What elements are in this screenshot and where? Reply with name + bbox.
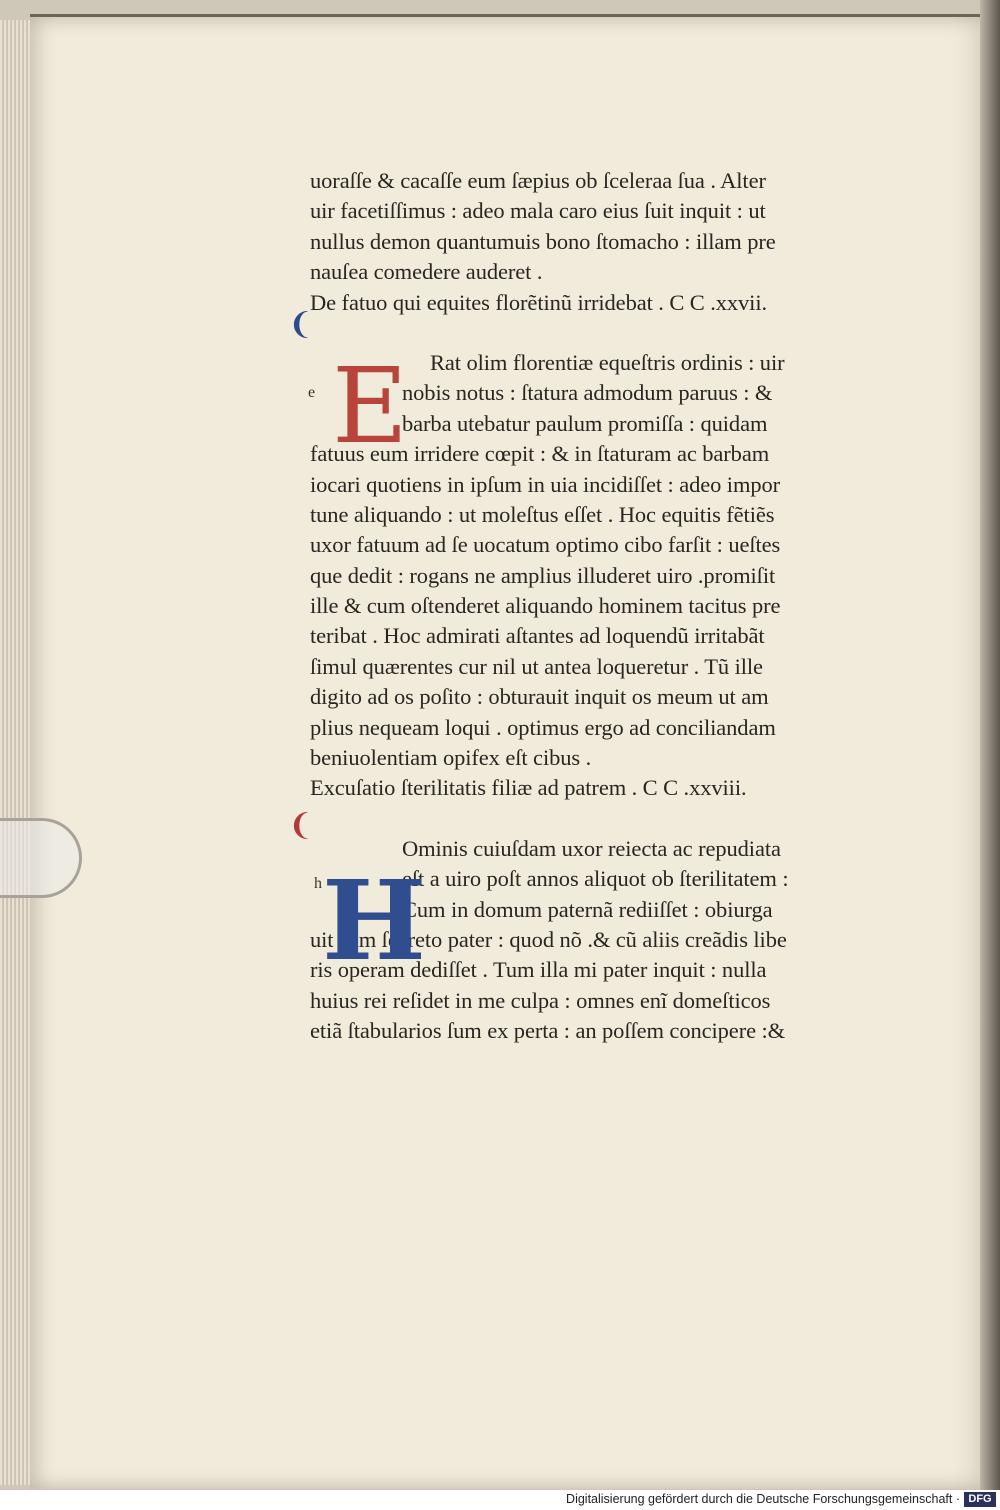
text-line: huius rei reſidet in me culpa : omnes enĩ domeſticos — [310, 987, 771, 1013]
text-line: etiã ſtabularios ſum ex perta : an poſſem concipere :& — [310, 1018, 786, 1044]
initial-h-blue: H — [322, 856, 426, 985]
text-line: ille & cum oſtenderet aliquando hominem tacitus pre — [310, 593, 781, 619]
text-line: nauſea comedere auderet . — [310, 259, 543, 285]
text-line: nobis notus : ſtatura admodum paruus : & — [402, 380, 773, 406]
text-line: iocari quotiens in ipſum in uia incidiſſet : adeo impor — [310, 471, 781, 497]
text-line: Rat olim florentiæ equeſtris ordinis : uir — [430, 349, 785, 375]
text-line: plius nequeam loqui . optimus ergo ad conciliandam — [310, 714, 776, 740]
text-line: uit eam ſecreto pater : quod nõ .& cũ aliis creãdis libe — [310, 926, 787, 952]
text-line: uxor fatuum ad ſe uocatum optimo cibo farſit : ueſtes — [310, 532, 781, 558]
text-line: ſimul quærentes cur nil ut antea loqueretur . Tũ ille — [310, 653, 763, 679]
chapter-heading: Excuſatio ſterilitatis filiæ ad patrem . C C .xxviii. — [310, 775, 747, 801]
chapter-heading: De fatuo qui equites florẽtinũ irridebat . C C .xxvii. — [310, 289, 768, 315]
text-block — [288, 166, 900, 1047]
text-line: beniuolentiam opifex eſt cibus . — [310, 745, 592, 771]
text-line: ris operam dediſſet . Tum illa mi pater inquit : nulla — [310, 957, 767, 983]
text-line: teribat . Hoc admirati aſtantes ad loquendũ irritabãt — [310, 623, 765, 649]
dfg-logo-icon: DFG — [964, 1492, 996, 1507]
paragraph-mark-red: ❨ — [288, 808, 314, 843]
text-line: eſt a uiro poſt annos aliquot ob ſterilitatem : — [402, 866, 789, 892]
text-line: que dedit : rogans ne amplius illuderet uiro .promiſit — [310, 562, 776, 588]
text-line: tune aliquando : ut moleſtus eſſet . Hoc equitis fẽtiẽs — [310, 501, 775, 527]
guide-letter: e — [308, 384, 316, 401]
text-line: fatuus eum irridere cœpit : & in ſtaturam ac barbam — [310, 441, 770, 467]
book-clip — [0, 818, 82, 898]
book-gutter — [980, 0, 1000, 1490]
text-line: Cum in domum paternã rediiſſet : obiurga — [402, 896, 773, 922]
text-line: nullus demon quantumuis bono ſtomacho : illam pre — [310, 228, 776, 254]
text-line: Ominis cuiuſdam uxor reiecta ac repudiata — [402, 835, 781, 861]
text-line: uoraſſe & cacaſſe eum ſæpius ob ſceleraa ſua . Alter — [310, 168, 766, 193]
text-line: uir facetiſſimus : adeo mala caro eius ſuit inquit : ut — [310, 198, 766, 224]
funding-credit: Digitalisierung gefördert durch die Deutsche Forschungsgemeinschaft · — [566, 1492, 960, 1506]
guide-letter: h — [314, 875, 322, 892]
initial-e-red: E — [332, 345, 408, 467]
text-line: barba utebatur paulum promiſſa : quidam — [402, 410, 768, 436]
text-line: digito ad os poſito : obturauit inquit os meum ut am — [310, 684, 769, 710]
footer-bar — [0, 1490, 1000, 1510]
paragraph-mark-blue: ❨ — [288, 307, 314, 342]
